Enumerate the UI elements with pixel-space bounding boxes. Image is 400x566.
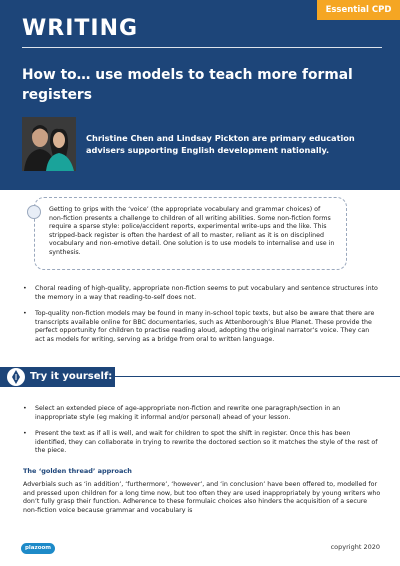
bullet-icon: • <box>23 405 27 412</box>
fountain-pen-icon <box>6 367 26 387</box>
intro-box <box>34 197 347 270</box>
bullet-icon: • <box>23 310 27 317</box>
copyright: copyright 2020 <box>330 543 380 551</box>
body-paragraph: Adverbials such as ‘in addition’, ‘furthermore’, ‘however’, and ‘in conclusion’ have been offered to, modelled for and pressed upon children for a long time now, but too often they are used inappropriately by young writers who don’t fully grasp their function. Adherence to these formulaic choices also hinders the acquisition of a secure non-fiction voice because grammar and vocabulary is <box>23 481 381 514</box>
intro-text: Getting to grips with the ‘voice’ (the appropriate vocabulary and grammar choices) of non-fiction presents a challenge to children of all writing abilities. Some non-fiction forms require a sparse style: police/accident reports, experimental write-ups and the like. This stripped-back register is often the hardest of all to master, reliant as it is on disciplined vocabulary and non-emotive detail. One solution is to use models to internalise and use in synthesis. <box>49 206 335 256</box>
try-label: Try it yourself: <box>30 371 113 382</box>
article-title: How to… use models to teach more formal registers <box>22 67 353 103</box>
header-divider <box>22 47 382 48</box>
bullet-icon: • <box>23 285 27 292</box>
authors-photo <box>22 117 76 171</box>
try-it-yourself-banner <box>0 367 115 387</box>
intro-decoration <box>27 205 41 219</box>
authors-bio: Christine Chen and Lindsay Pickton are primary education advisers supporting English development nationally. <box>86 133 355 155</box>
section-title: WRITING <box>22 16 139 41</box>
bullet-icon: • <box>23 430 27 437</box>
essential-cpd-badge: Essential CPD <box>317 0 400 20</box>
subheading: The ‘golden thread’ approach <box>23 467 132 475</box>
plazoom-logo: plazoom <box>21 543 55 554</box>
